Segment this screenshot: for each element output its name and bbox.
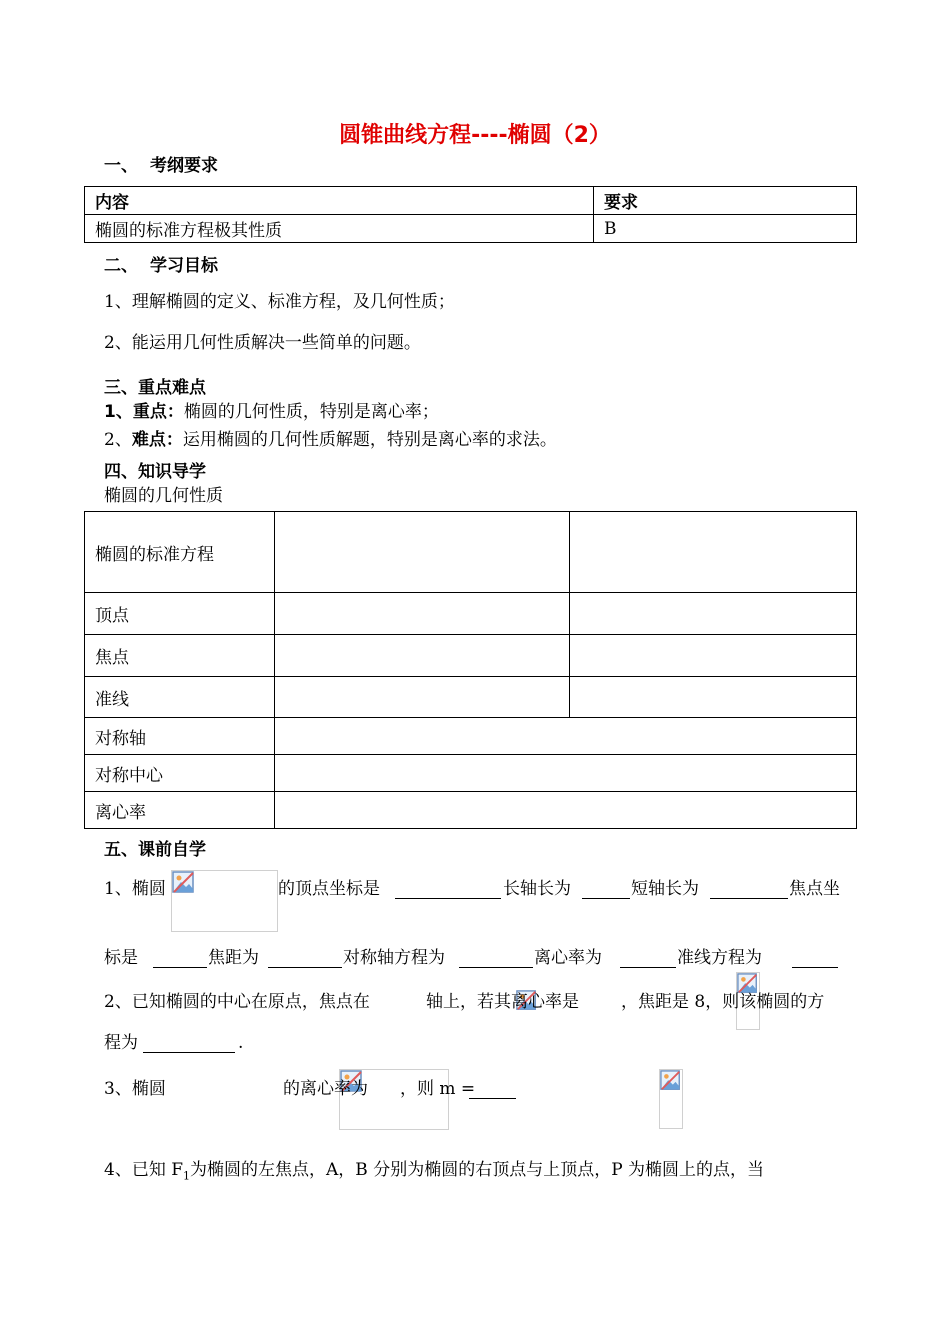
prop-label-axis: 对称轴 (85, 718, 275, 755)
q2-text-a: 2、已知椭圆的中心在原点，焦点在 (104, 992, 370, 1012)
prop-cell (275, 635, 570, 677)
key-point-1 (104, 400, 439, 424)
goal-1: 1、理解椭圆的定义、标准方程，及几何性质； (104, 292, 455, 312)
prop-cell (570, 593, 857, 635)
prop-cell (275, 755, 857, 792)
req-cell-level: B (594, 215, 857, 243)
q2-text-d: 程为 (104, 1033, 138, 1053)
prop-label-focus: 焦点 (85, 635, 275, 677)
prop-cell (275, 677, 570, 718)
answer-blank (710, 880, 788, 899)
key-point-1-label: 重点： (132, 402, 184, 422)
prop-label-vertex: 顶点 (85, 593, 275, 635)
broken-image-icon (659, 1069, 683, 1129)
answer-blank (582, 880, 630, 899)
section-2-label: 学习目标 (150, 256, 218, 276)
answer-blank (620, 949, 676, 968)
q1-text-c: 长轴长为 (503, 879, 571, 899)
q2-text-b: 轴上，若其离心率是 (426, 992, 579, 1012)
key-point-2-label: 难点： (131, 430, 183, 450)
q2-text-c: ，焦距是 8，则该椭圆的方 (621, 992, 825, 1012)
prop-cell (275, 718, 857, 755)
goal-2: 2、能运用几何性质解决一些简单的问题。 (104, 333, 421, 353)
q3-text-c: ，则 m = (400, 1079, 476, 1099)
q1-text-j: 准线方程为 (677, 948, 762, 968)
q4-text (104, 1158, 764, 1188)
q2-text-e: . (238, 1033, 244, 1053)
prop-label-center: 对称中心 (85, 755, 275, 792)
section-1-label: 考纲要求 (150, 156, 218, 176)
q1-text-a: 1、椭圆 (104, 879, 166, 899)
section-1-num: 一、 (104, 156, 138, 176)
prop-cell (570, 635, 857, 677)
answer-blank (268, 949, 342, 968)
requirements-table (84, 186, 857, 243)
req-header-content: 内容 (85, 187, 594, 215)
prop-label-equation: 椭圆的标准方程 (85, 512, 275, 593)
section-3-heading: 三、重点难点 (104, 378, 206, 398)
q1-text-f: 标是 (104, 948, 138, 968)
q3-text-a: 3、椭圆 (104, 1079, 166, 1099)
q1-text-g: 焦距为 (208, 948, 259, 968)
key-point-1-prefix: 1、 (104, 402, 133, 422)
prop-cell (570, 677, 857, 718)
answer-blank (395, 880, 501, 899)
properties-table (84, 511, 857, 829)
section-2-num: 二、 (104, 256, 138, 276)
answer-blank (792, 949, 838, 968)
section-2-heading (104, 251, 218, 276)
guide-caption: 椭圆的几何性质 (104, 486, 223, 506)
q1-text-h: 对称轴方程为 (343, 948, 445, 968)
prop-cell (275, 593, 570, 635)
answer-blank (459, 949, 533, 968)
key-point-2-text: 运用椭圆的几何性质解题，特别是离心率的求法。 (182, 430, 557, 450)
q4-text-a: 4、已知 F (104, 1160, 184, 1180)
q4-subscript: 1 (183, 1169, 191, 1183)
broken-image-icon (171, 870, 278, 932)
prop-cell (570, 512, 857, 593)
prop-label-eccentricity: 离心率 (85, 792, 275, 829)
page-title: 圆锥曲线方程----椭圆（2） (339, 123, 611, 148)
key-point-2 (104, 428, 557, 452)
q3-text-b: 的离心率为 (283, 1079, 368, 1099)
section-5-heading: 五、课前自学 (104, 840, 206, 860)
key-point-1-text: 椭圆的几何性质，特别是离心率； (183, 402, 439, 422)
q1-text-d: 短轴长为 (631, 879, 699, 899)
key-point-2-prefix: 2、 (104, 430, 132, 450)
req-cell-content: 椭圆的标准方程极其性质 (85, 215, 594, 243)
prop-label-directrix: 准线 (85, 677, 275, 718)
req-header-level: 要求 (594, 187, 857, 215)
prop-cell (275, 512, 570, 593)
q1-text-e: 焦点坐 (789, 879, 840, 899)
section-4-heading: 四、知识导学 (104, 462, 206, 482)
q1-text-i: 离心率为 (534, 948, 602, 968)
section-1-heading (104, 151, 218, 176)
answer-blank (469, 1080, 516, 1099)
q4-text-b: 为椭圆的左焦点，A，B 分别为椭圆的右顶点与上顶点，P 为椭圆上的点，当 (190, 1160, 765, 1180)
q1-text-b: 的顶点坐标是 (278, 879, 380, 899)
answer-blank (153, 949, 207, 968)
answer-blank (143, 1034, 235, 1053)
prop-cell (275, 792, 857, 829)
